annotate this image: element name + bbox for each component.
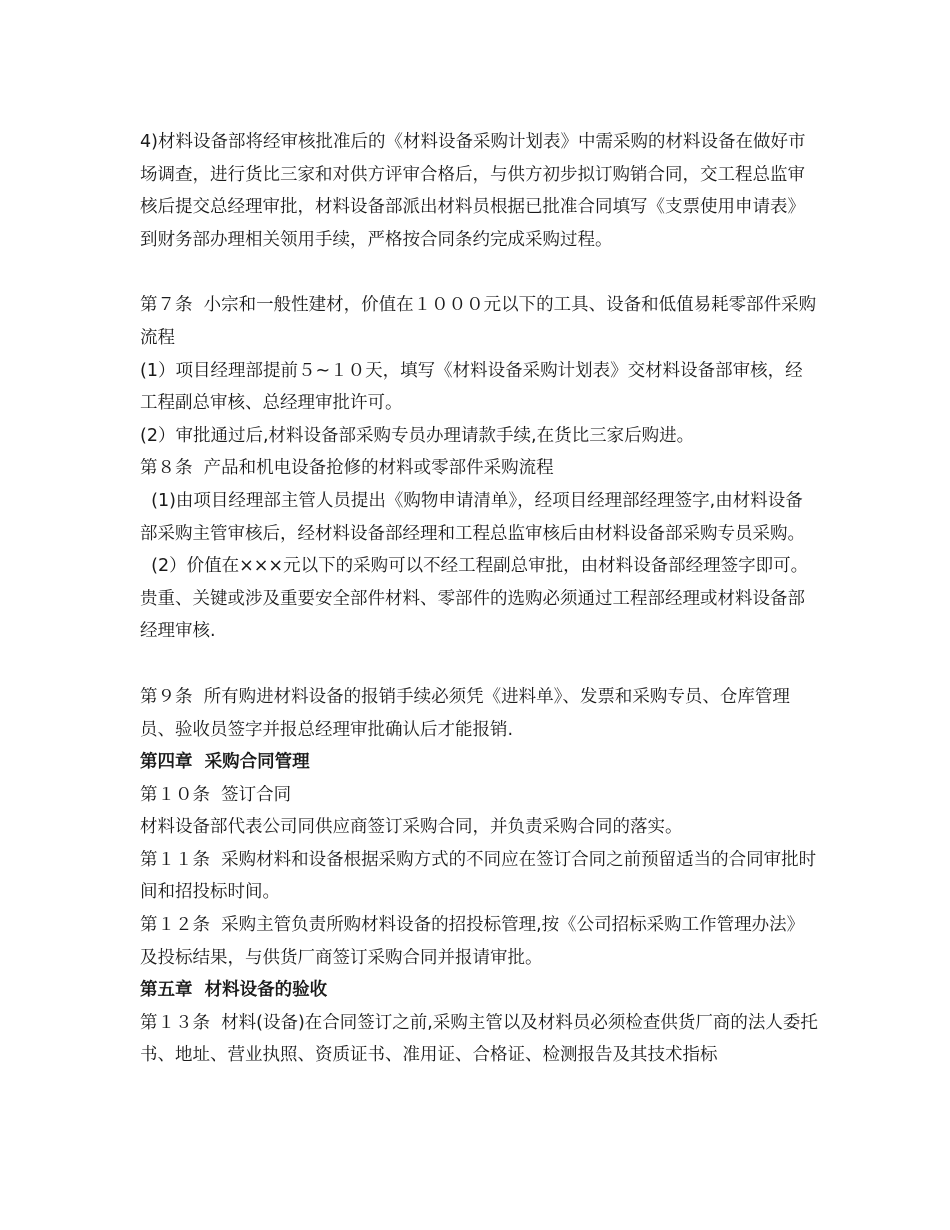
article-12: 第１２条 采购主管负责所购材料设备的招投标管理,按《公司招标采购工作管理办法》及投标结果，与供货厂商签订采购合同并报请审批。 bbox=[140, 915, 805, 968]
article-8-title: 第８条 产品和机电设备抢修的材料或零部件采购流程 bbox=[140, 458, 554, 479]
article-7-title: 第７条 小宗和一般性建材，价值在１０００元以下的工具、设备和低值易耗零部件采购流程 bbox=[140, 295, 817, 348]
article-11: 第１１条 采购材料和设备根据采购方式的不同应在签订合同之前预留适当的合同审批时间和招投标时间。 bbox=[140, 849, 817, 903]
chapter-4-heading: 第四章 采购合同管理 bbox=[140, 752, 310, 773]
document-body bbox=[140, 126, 820, 1072]
article-13: 第１３条 材料(设备)在合同签订之前,采购主管以及材料员必须检查供货厂商的法人委托书、地址、营业执照、资质证书、准用证、合格证、检测报告及其技术指标 bbox=[140, 1012, 818, 1066]
article-7-item-2: (2）审批通过后,材料设备部采购专员办理请款手续,在货比三家后购进。 bbox=[140, 425, 695, 446]
chapter-5-heading: 第五章 材料设备的验收 bbox=[140, 980, 328, 1001]
article-10-body: 材料设备部代表公司同供应商签订采购合同，并负责采购合同的落实。 bbox=[140, 817, 683, 838]
article-8-item-1: (1)由项目经理部主管人员提出《购物申请清单》，经项目经理部经理签字,由材料设备部采购主管审核后，经材料设备部经理和工程总监审核后由材料设备部采购专员采购。 bbox=[140, 490, 805, 544]
article-10-title: 第１０条 签订合同 bbox=[140, 784, 292, 805]
article-9: 第９条 所有购进材料设备的报销手续必须凭《进料单》、发票和采购专员、仓库管理员、验收员签字并报总经理审批确认后才能报销. bbox=[140, 686, 790, 740]
article-7-item-1: (1）项目经理部提前５~１０天，填写《材料设备采购计划表》交材料设备部审核，经工程副总审核、总经理审批许可。 bbox=[140, 360, 803, 414]
paragraph-step-4: 4)材料设备部将经审核批准后的《材料设备采购计划表》中需采购的材料设备在做好市场调查，进行货比三家和对供方评审合格后，与供方初步拟订购销合同，交工程总监审核后提交总经理审批，材料设备部派出材料员根据已批准合同填写《支票使用申请表》到财务部办理相关领用手续，严格按合同条约完成采购过程。 bbox=[140, 132, 806, 250]
article-8-item-2: (2）价值在×××元以下的采购可以不经工程副总审批，由材料设备部经理签字即可。贵重、关键或涉及重要安全部件材料、零部件的选购必须通过工程部经理或材料设备部经理审核. bbox=[140, 556, 809, 642]
